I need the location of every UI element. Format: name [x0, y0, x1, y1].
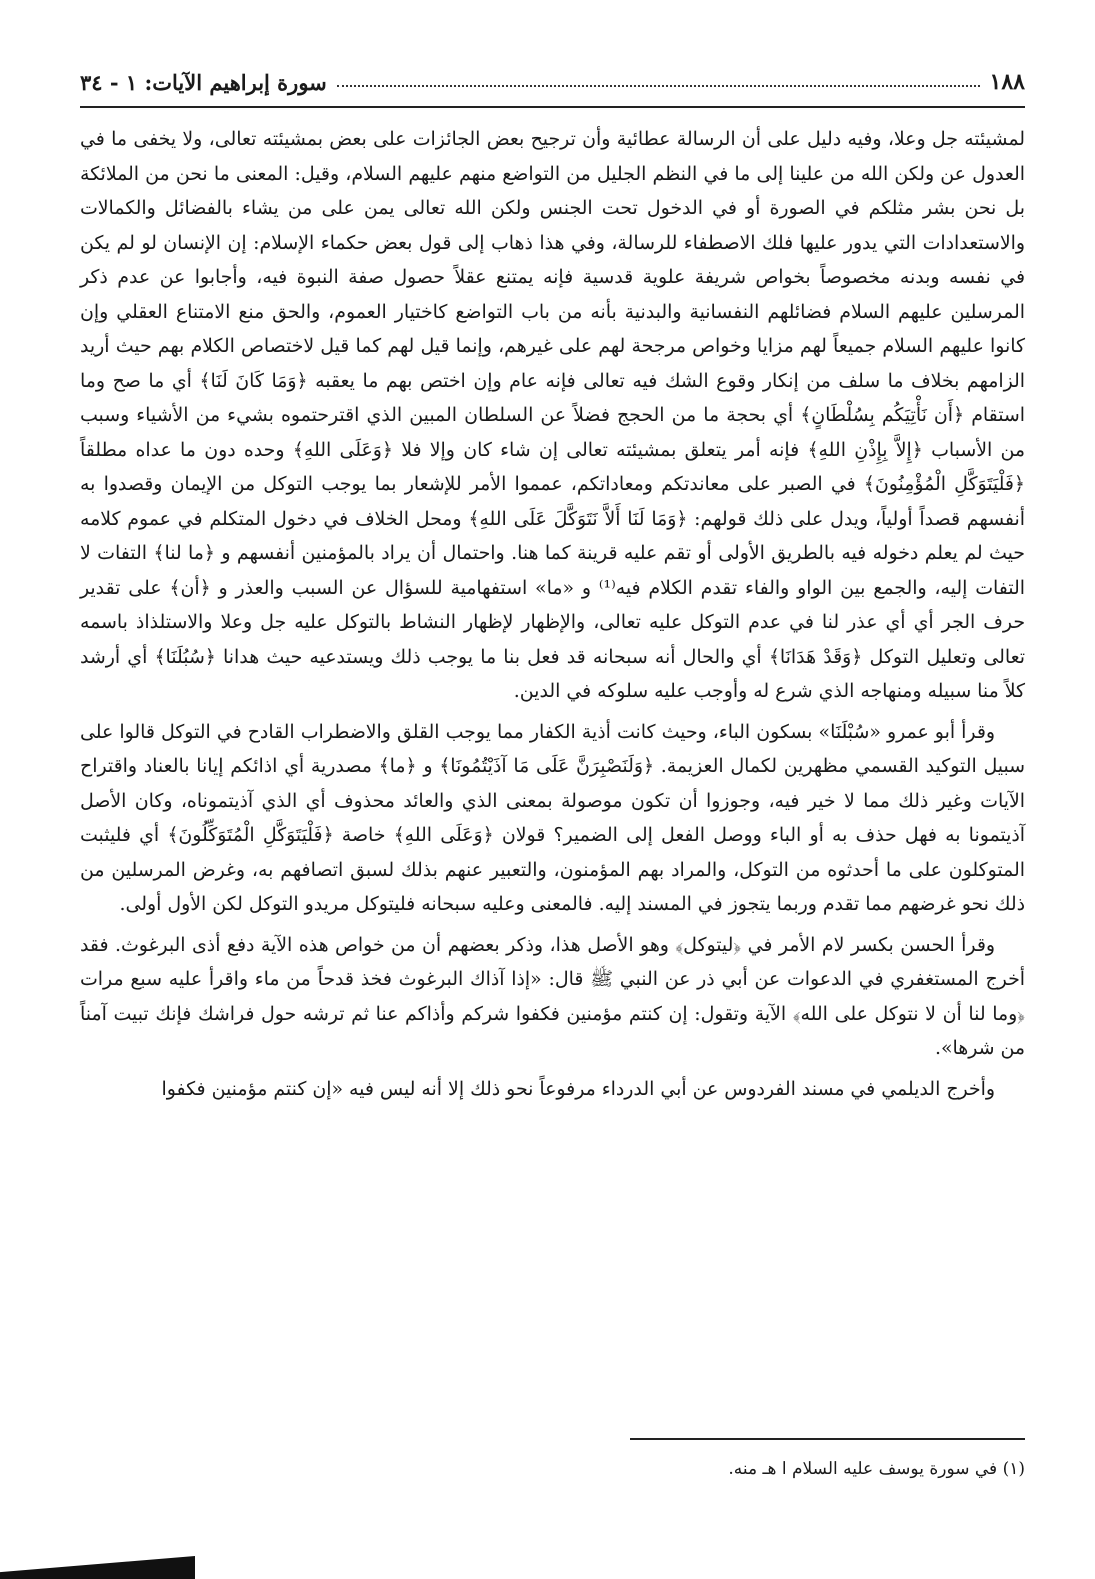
paragraph: وأخرج الديلمي في مسند الفردوس عن أبي الدرداء مرفوعاً نحو ذلك إلا أنه ليس فيه «إن كنتم مؤمنين فكفوا — [161, 1077, 995, 1100]
paragraph: وقرأ الحسن بكسر لام الأمر في ﴿ليتوكل﴾ وهو الأصل هذا، وذكر بعضهم أن من خواص هذه الآية دفع أذى البرغوث. فقد أخرج المستغفري في الدعوات عن أبي ذر عن النبي ﷺ قال: «إذا آذاك البرغوث فخذ قدحاً من ماء واقرأ عليه سبع مرات ﴿وما لنا أن لا نتوكل على الله﴾ الآية وتقول: إن كنتم مؤمنين فكفوا شركم وأذاكم عنا ثم ترشه حول فراشك فإنك تبيت آمناً من شرها». — [80, 933, 1025, 1059]
footnote-rule — [630, 1438, 1025, 1440]
paragraph: لمشيئته جل وعلا، وفيه دليل على أن الرسالة عطائية وأن ترجيح بعض الجائزات على بعض بمشيئته تعالى، ولا يخفى ما في العدول عن ولكن الله من علينا إلى ما في النظم الجليل من التواضع منهم عليهم السلام، وقيل: المعنى ما نحن من الملائكة بل نحن بشر مثلكم في الصورة أو في الدخول تحت الجنس ولكن الله تعالى يمن على من يشاء بالفضائل والكمالات والاستعدادات التي يدور عليها فلك الاصطفاء للرسالة، وفي هذا ذهاب إلى قول بعض حكماء الإسلام: إن الإنسان لو لم يكن في نفسه وبدنه مخصوصاً بخواص شريفة علوية قدسية فإنه يمتنع عقلاً حصول صفة النبوة فيه، وأجابوا عن عدم ذكر المرسلين عليهم السلام فضائلهم النفسانية والبدنية بأنه من باب التواضع كاختيار العموم، والحق منع الامتناع العقلي وإن كانوا عليهم السلام جميعاً لهم مزايا وخواص مرجحة لهم على غيرهم، وإنما قيل لهم كما قيل لاختصاص الكلام بهم حيث أريد الزامهم بخلاف ما سلف من إنكار وقوع الشك فيه تعالى فإنه عام وإن اختص بهم ما يعقبه ﴿وَمَا كَانَ لَنَا﴾ أي ما صح وما استقام ﴿أَن نَأْتِيَكُم بِسُلْطَانٍ﴾ أي بحجة ما من الحجج فضلاً عن السلطان المبين الذي اقترحتموه بشيء من الأشياء وسبب من الأسباب ﴿إِلاَّ بِإِذْنِ اللهِ﴾ فإنه أمر يتعلق بمشيئته تعالى إن شاء كان وإلا فلا ﴿وَعَلَى اللهِ﴾ وحده دون ما عداه مطلقاً ﴿فَلْيَتَوَكَّلِ الْمُؤْمِنُونَ﴾ في الصبر على معاندتكم ومعاداتكم، عمموا الأمر للإشعار بما يوجب التوكل من الإيمان وقصدوا به أنفسهم قصداً أولياً، ويدل على ذلك قولهم: ﴿وَمَا لَنَا أَلاَّ نَتَوَكَّلَ عَلَى اللهِ﴾ ومحل الخلاف في دخول المتكلم في عموم كلامه حيث لم يعلم دخوله فيه بالطريق الأولى أو تقم عليه قرينة كما هنا. واحتمال أن يراد بالمؤمنين أنفسهم و ﴿ما لنا﴾ التفات لا التفات إليه، والجمع بين الواو والفاء تقدم الكلام فيه⁽¹⁾ و «ما» استفهامية للسؤال عن السبب والعذر و ﴿أن﴾ على تقدير حرف الجر أي أي عذر لنا في عدم التوكل عليه تعالى، والإظهار لإظهار النشاط بالتوكل عليه جل وعلا والاستلذاذ باسمه تعالى وتعليل التوكل ﴿وَقَدْ هَدَانَا﴾ أي والحال أنه سبحانه قد فعل بنا ما يوجب ذلك ويستدعيه حيث هدانا ﴿سُبُلَنَا﴾ أي أرشد كلاً منا سبيله ومنهاجه الذي شرع له وأوجب عليه سلوكه في الدين. — [80, 128, 1025, 702]
running-header — [80, 60, 1025, 104]
header-rule — [80, 106, 1025, 108]
paragraph: وقرأ أبو عمرو «سُبْلَنَا» بسكون الباء، وحيث كانت أذية الكفار مما يوجب القلق والاضطراب القادح في التوكل قالوا على سبيل التوكيد القسمي مظهرين لكمال العزيمة. ﴿وَلَنَصْبِرَنَّ عَلَى مَا آذَيْتُمُونَا﴾ و ﴿ما﴾ مصدرية أي اذائكم إيانا بالعناد واقتراح الآيات وغير ذلك مما لا خير فيه، وجوزوا أن تكون موصولة بمعنى الذي والعائد محذوف أي الذي آذيتموناه، وكان الأصل آذيتمونا به فهل حذف به أو الباء ووصل الفعل إلى الضمير؟ قولان ﴿وَعَلَى اللهِ﴾ خاصة ﴿فَلْيَتَوَكَّلِ الْمُتَوَكِّلُونَ﴾ أي فليثبت المتوكلون على ما أحدثوه من التوكل، والمراد بهم المؤمنون، والتعبير عنهم بذلك لسبق اتصافهم به، وغرض المرسلين من ذلك نحو غرضهم مما تقدم وربما يتجوز في المسند إليه. فالمعنى وعليه سبحانه فليتوكل مريدو التوكل لكن الأول أولى. — [80, 720, 1025, 915]
footnote: (١) في سورة يوسف عليه السلام ا هـ منه. — [728, 1459, 1025, 1479]
running-title: سورة إبراهيم الآيات: ١ - ٣٤ — [80, 69, 327, 95]
main-text — [80, 122, 1025, 1112]
header-dot-leader — [337, 85, 980, 87]
scan-edge-mark — [0, 1556, 195, 1579]
page-number: ١٨٨ — [989, 69, 1025, 95]
